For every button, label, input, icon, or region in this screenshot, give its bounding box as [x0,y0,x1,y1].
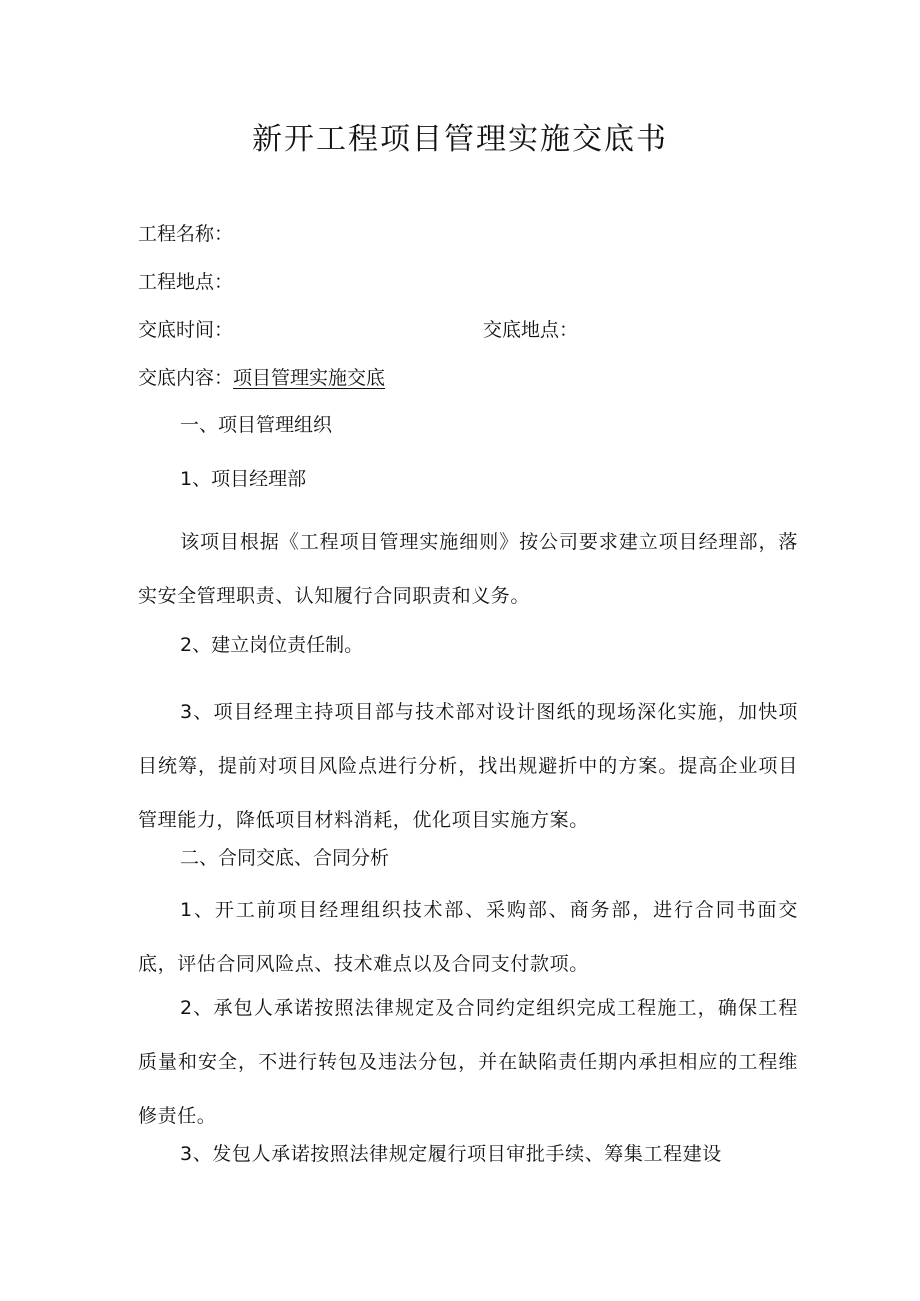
section2-item1-paragraph: 1、开工前项目经理组织技术部、采购部、商务部，进行合同书面交底，评估合同风险点、技术难点以及合同支付款项。 [138,899,798,975]
project-name-label: 工程名称： [138,223,234,245]
section1-item1-paragraph: 该项目根据《工程项目管理实施细则》按公司要求建立项目经理部，落实安全管理职责、认知履行合同职责和义务。 [138,531,798,607]
section1-item2-paragraph: 2、建立岗位责任制。 [180,634,364,656]
section1-item3-paragraph: 3、项目经理主持项目部与技术部对设计图纸的现场深化实施，加快项目统筹，提前对项目风险点进行分析，找出规避折中的方案。提高企业项目管理能力，降低项目材料消耗，优化项目实施方案。 [138,701,798,831]
project-location-label: 工程地点： [138,271,234,293]
handover-content-label: 交底内容： [138,367,234,389]
section2-item3-paragraph: 3、发包人承诺按照法律规定履行项目审批手续、筹集工程建设 [180,1143,722,1165]
document-title: 新开工程项目管理实施交底书 [252,122,668,157]
section2-heading: 二、合同交底、合同分析 [180,847,390,869]
handover-location-label: 交底地点： [483,319,579,341]
section1-heading: 一、项目管理组织 [180,414,333,436]
section2-item2-paragraph: 2、承包人承诺按照法律规定及合同约定组织完成工程施工，确保工程质量和安全，不进行转包及违法分包，并在缺陷责任期内承担相应的工程维修责任。 [138,997,798,1127]
section1-item1-heading: 1、项目经理部 [180,468,307,490]
handover-content-value: 项目管理实施交底 [233,367,386,389]
handover-time-label: 交底时间： [138,319,234,341]
handover-content-row [138,366,385,390]
